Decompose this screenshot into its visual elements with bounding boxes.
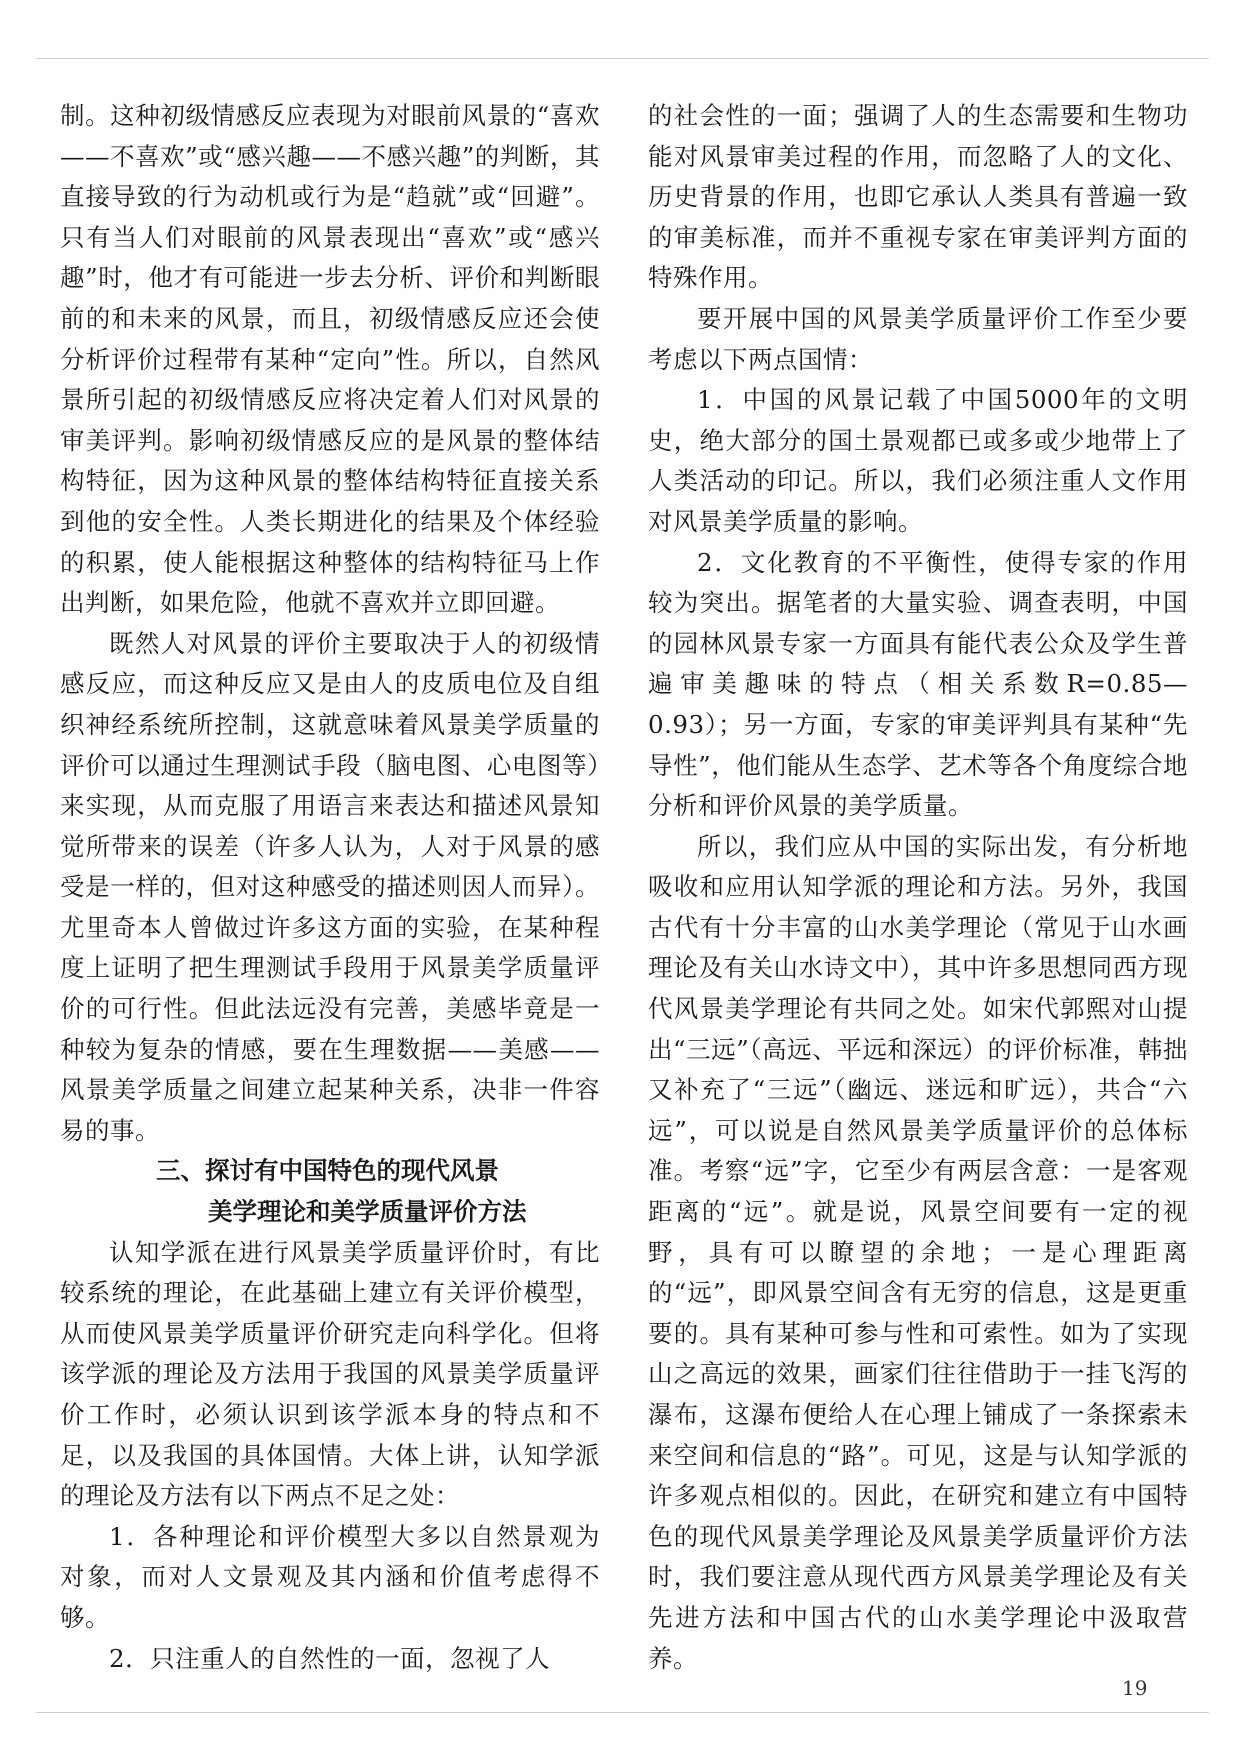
paragraph-shortcoming-2-end: 的社会性的一面；强调了人的生态需要和生物功能对风景审美过程的作用，而忽略了人的文化、历史背景的作用，也即它承认人类具有普遍一致的审美标准，而并不重视专家在审美评判方面的特殊作用。	[648, 101, 1188, 293]
section-heading-line-1: 三、探讨有中国特色的现代风景	[156, 1156, 499, 1186]
left-column	[60, 96, 600, 1679]
paragraph-condition-1: 1．中国的风景记载了中国5000年的文明史，绝大部分的国土景观都已或多或少地带上了人类活动的印记。所以，我们必须注重人文作用对风景美学质量的影响。	[648, 385, 1188, 536]
bottom-rule	[36, 1712, 1209, 1713]
paragraph-cognitive-school: 认知学派在进行风景美学质量评价时，有比较系统的理论，在此基础上建立有关评价模型，从而使风景美学质量评价研究走向科学化。但将该学派的理论及方法用于我国的风景美学质量评价工作时，必须认识到该学派本身的特点和不足，以及我国的具体国情。大体上讲，认知学派的理论及方法有以下两点不足之处：	[60, 1237, 600, 1511]
paragraph-shortcoming-1: 1．各种理论和评价模型大多以自然景观为对象，而对人文景观及其内涵和价值考虑得不够。	[60, 1521, 600, 1632]
page-number: 19	[1122, 1676, 1148, 1700]
paragraph-physiological-testing: 既然人对风景的评价主要取决于人的初级情感反应，而这种反应又是由人的皮质电位及自组织神经系统所控制，这就意味着风景美学质量的评价可以通过生理测试手段（脑电图、心电图等）来实现，从而克服了用语言来表达和描述风景知觉所带来的误差（许多人认为，人对于风景的感受是一样的，但对这种感受的描述则因人而异）。尤里奇本人曾做过许多这方面的实验，在某种程度上证明了把生理测试手段用于风景美学质量评价的可行性。但此法远没有完善，美感毕竟是一种较为复杂的情感，要在生理数据——美感——风景美学质量之间建立起某种关系，决非一件容易的事。	[60, 628, 600, 1145]
paragraph-shortcoming-2-start: 2．只注重人的自然性的一面，忽视了人	[109, 1643, 551, 1673]
paragraph-national-conditions: 要开展中国的风景美学质量评价工作至少要考虑以下两点国情：	[648, 303, 1188, 374]
paragraph-conclusion: 所以，我们应从中国的实际出发，有分析地吸收和应用认知学派的理论和方法。另外，我国古代有十分丰富的山水美学理论（常见于山水画理论及有关山水诗文中），其中许多思想同西方现代风景美学理论有共同之处。如宋代郭熙对山提出“三远”（高远、平远和深远）的评价标准，韩拙又补充了“三远”（幽远、迷远和旷远），共合“六远”，可以说是自然风景美学质量评价的总体标准。考察“远”字，它至少有两层含意：一是客观距离的“远”。就是说，风景空间要有一定的视野，具有可以瞭望的余地；一是心理距离的“远”，即风景空间含有无穷的信息，这是更重要的。具有某种可参与性和可索性。如为了实现山之高远的效果，画家们往往借助于一挂飞泻的瀑布，这瀑布便给人在心理上铺成了一条探索未来空间和信息的“路”。可见，这是与认知学派的许多观点相似的。因此，在研究和建立有中国特色的现代风景美学理论及风景美学质量评价方法时，我们要注意从现代西方风景美学理论及有关先进方法和中国古代的山水美学理论中汲取营养。	[648, 831, 1188, 1673]
paragraph-condition-2: 2．文化教育的不平衡性，使得专家的作用较为突出。据笔者的大量实验、调查表明，中国的园林风景专家一方面具有能代表公众及学生普遍审美趣味的特点（相关系数R=0.85—0.93）；另一方面，专家的审美评判具有某种“先导性”，他们能从生态学、艺术等各个角度综合地分析和评价风景的美学质量。	[648, 547, 1188, 821]
right-column	[648, 96, 1188, 1679]
top-rule	[36, 58, 1209, 59]
paragraph-initial-emotion: 制。这种初级情感反应表现为对眼前风景的“喜欢——不喜欢”或“感兴趣——不感兴趣”的判断，其直接导致的行为动机或行为是“趋就”或“回避”。只有当人们对眼前的风景表现出“喜欢”或“感兴趣”时，他才有可能进一步去分析、评价和判断眼前的和未来的风景，而且，初级情感反应还会使分析评价过程带有某种“定向”性。所以，自然风景所引起的初级情感反应将决定着人们对风景的审美评判。影响初级情感反应的是风景的整体结构特征，因为这种风景的整体结构特征直接关系到他的安全性。人类长期进化的结果及个体经验的积累，使人能根据这种整体的结构特征马上作出判断，如果危险，他就不喜欢并立即回避。	[60, 101, 600, 618]
section-heading-line-2: 美学理论和美学质量评价方法	[208, 1197, 527, 1227]
